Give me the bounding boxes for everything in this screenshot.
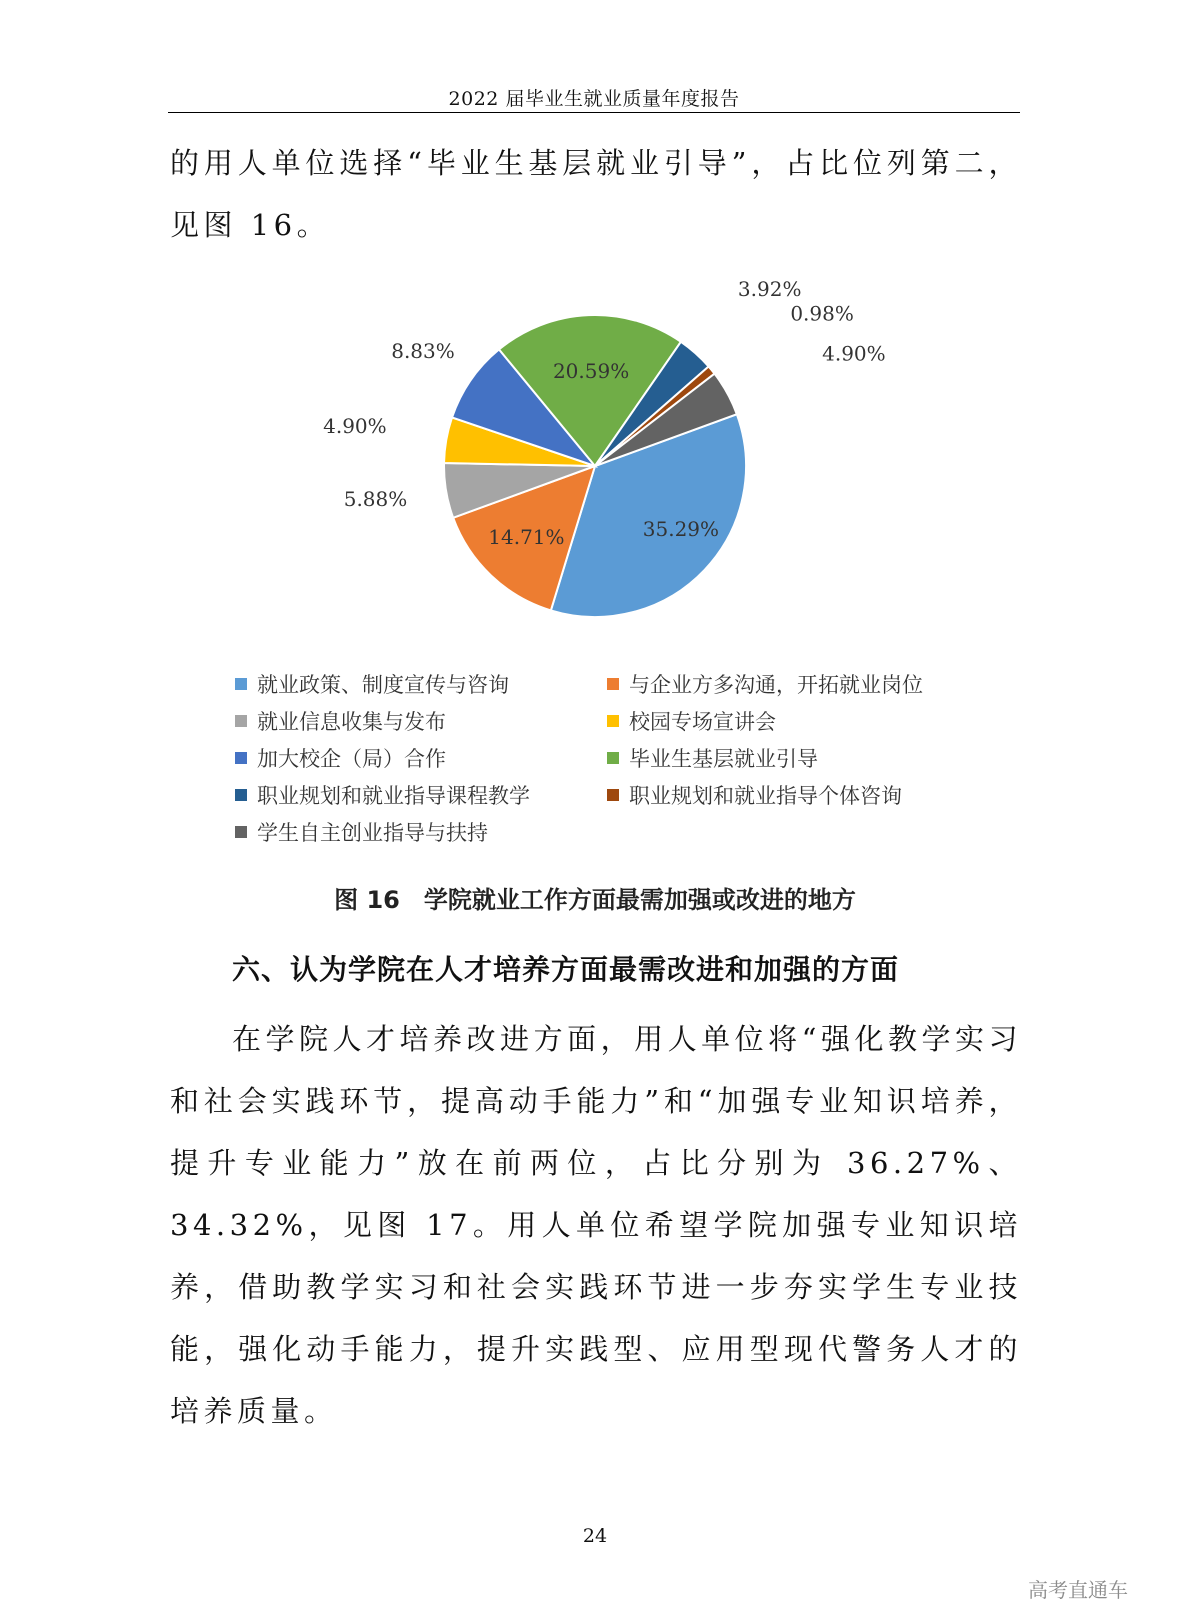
pie-value-label: 0.98% bbox=[790, 301, 854, 326]
legend-swatch bbox=[607, 752, 619, 764]
legend-swatch bbox=[235, 715, 247, 727]
legend-swatch bbox=[607, 715, 619, 727]
legend-item bbox=[235, 779, 607, 810]
legend-swatch bbox=[607, 789, 619, 801]
page-number: 24 bbox=[582, 1525, 608, 1547]
pie-value-label: 8.83% bbox=[391, 339, 455, 364]
paragraph-top: 的用人单位选择“毕业生基层就业引导”，占比位列第二，见图 16。 bbox=[170, 146, 1022, 242]
legend-swatch bbox=[235, 826, 247, 838]
pie-value-label: 4.90% bbox=[323, 413, 387, 438]
legend-swatch bbox=[607, 678, 619, 690]
pie-value-label: 3.92% bbox=[737, 277, 802, 301]
legend-label: 校园专场宣讲会 bbox=[629, 709, 776, 734]
legend-item bbox=[235, 705, 607, 736]
legend-swatch bbox=[235, 789, 247, 801]
legend-item bbox=[607, 668, 987, 699]
legend-label: 加大校企（局）合作 bbox=[257, 746, 446, 771]
legend-label: 职业规划和就业指导个体咨询 bbox=[629, 783, 902, 808]
pie-value-label: 14.71% bbox=[488, 524, 565, 549]
legend-item bbox=[607, 742, 987, 773]
watermark: 高考直通车 bbox=[1028, 1578, 1128, 1602]
legend-item bbox=[607, 779, 987, 810]
legend-swatch bbox=[235, 678, 247, 690]
legend-item bbox=[607, 705, 987, 736]
pie-value-label: 5.88% bbox=[343, 486, 408, 511]
chart-legend bbox=[235, 668, 995, 847]
legend-label: 毕业生基层就业引导 bbox=[629, 746, 818, 771]
figure-caption: 图 16 学院就业工作方面最需加强或改进的地方 bbox=[334, 886, 856, 914]
legend-swatch bbox=[235, 752, 247, 764]
legend-label: 职业规划和就业指导课程教学 bbox=[257, 783, 530, 808]
legend-item bbox=[235, 668, 607, 699]
legend-label: 与企业方多沟通，开拓就业岗位 bbox=[629, 672, 923, 697]
pie-value-label: 35.29% bbox=[642, 516, 720, 541]
pie-value-label: 4.90% bbox=[822, 341, 886, 366]
legend-item bbox=[235, 816, 607, 847]
legend-item bbox=[235, 742, 607, 773]
page-header: 2022 届毕业生就业质量年度报告 bbox=[448, 88, 740, 110]
paragraph-main: 在学院人才培养改进方面，用人单位将“强化教学实习和社会实践环节，提高动手能力”和“加强专业知识培养，提升专业能力”放在前两位，占比分别为 36.27%、34.32%，见图 17。用人单位希望学院加强专业知识培养，借助教学实习和社会实践环节进一步夯实学生专业技能，强化动手能力，提升实践型、应用型现代警务人才的培养质量。 bbox=[170, 1022, 1022, 1428]
section-title: 六、认为学院在人才培养方面最需改进和加强的方面 bbox=[232, 953, 900, 986]
legend-label: 就业信息收集与发布 bbox=[257, 709, 446, 734]
legend-label: 学生自主创业指导与扶持 bbox=[257, 820, 488, 845]
legend-label: 就业政策、制度宣传与咨询 bbox=[257, 672, 509, 697]
pie-value-label: 20.59% bbox=[552, 359, 630, 383]
